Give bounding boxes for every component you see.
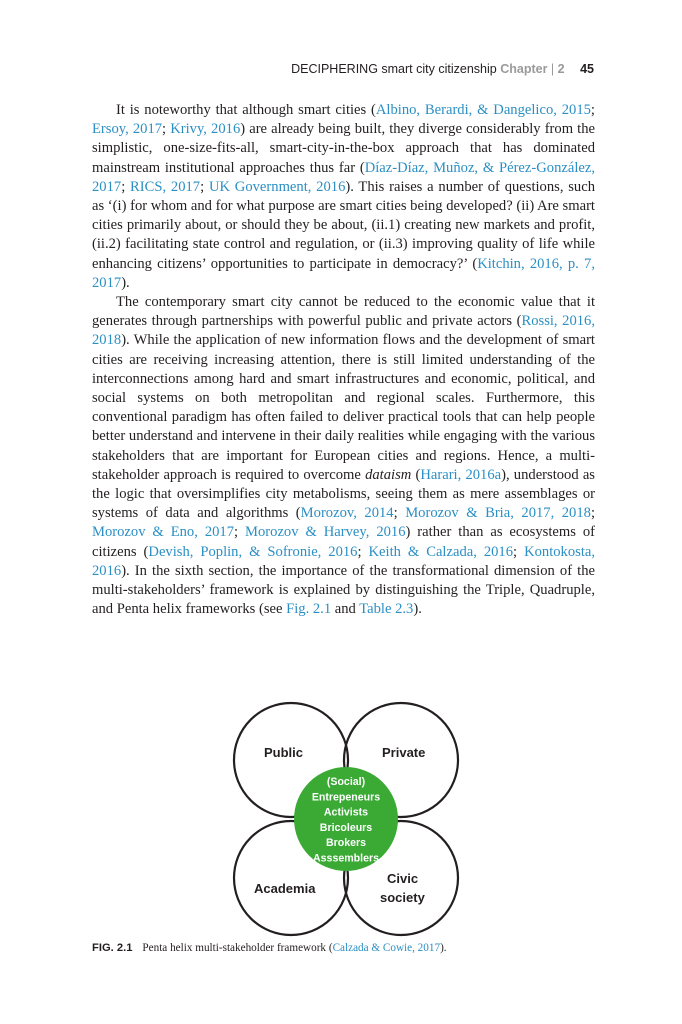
- center-line: (Social): [326, 776, 366, 788]
- citation-link[interactable]: UK Government, 2016: [208, 178, 346, 195]
- center-line: Activists: [323, 806, 369, 819]
- caption-citation-link[interactable]: Calzada & Cowie, 2017: [332, 942, 441, 954]
- label-civic: Civic: [387, 871, 419, 886]
- citation-link[interactable]: Fig. 2.1: [286, 601, 332, 618]
- page-number: 45: [580, 62, 594, 76]
- citation-link[interactable]: Morozov & Harvey, 2016: [245, 524, 406, 541]
- citation-link[interactable]: Morozov, 2014: [300, 505, 394, 522]
- citation-link[interactable]: Díaz-Díaz, Muñoz, & Pérez-González, 2017: [92, 159, 595, 195]
- paragraph-2: The contemporary smart city cannot be reduced to the economic value that it generates through partnerships with powerful public and private actors (Rossi, 2016, 2018). While the application of new information flows and the development of smart cities are receiving increasing attention, there is still limited understanding of the interconnections among hard and smart infrastructures and economic, political, and social systems on both metropolitan and regional scales. Furthermore, this conventional paradigm has often failed to deliver practical tools that can help people better understand and intervene in their daily realities while engaging with the various stakeholders that are important for European cities and regions. Hence, a multi-stakeholder approach is required to overcome dataism (Harari, 2016a), understood as the logic that oversimplifies city metabolisms, seeing them as mere assemblages or systems of data and algorithms (Morozov, 2014; Morozov & Bria, 2017, 2018; Morozov & Eno, 2017; Morozov & Harvey, 2016) rather than as ecosystems of citizens (Devish, Poplin, & Sofronie, 2016; Keith & Calzada, 2016; Kontokosta, 2016). In the sixth section, the importance of the transformational dimension of the multi-stakeholders’ framework is explained by distinguishing the Triple, Quadruple, and Penta helix frameworks (see Fig. 2.1 and Table 2.3).: [92, 294, 596, 618]
- caption-text: Penta helix multi-stakeholder framework (: [142, 942, 333, 954]
- emphasis-text: dataism: [365, 466, 412, 483]
- running-head: [291, 62, 594, 76]
- venn-diagram: [230, 700, 462, 940]
- citation-link[interactable]: Rossi, 2016, 2018: [92, 313, 595, 349]
- center-line: Entrepeneurs: [311, 791, 381, 804]
- citation-link[interactable]: Harari, 2016a: [420, 466, 502, 483]
- caption-end: ).: [440, 942, 447, 954]
- chapter-label: Chapter: [500, 62, 548, 76]
- center-line: Bricoleurs: [319, 821, 373, 834]
- figure-caption: [92, 942, 447, 954]
- citation-link[interactable]: RICS, 2017: [130, 178, 201, 195]
- caption-label: FIG. 2.1: [92, 942, 133, 954]
- body-text: [92, 101, 595, 619]
- citation-link[interactable]: Kontokosta, 2016: [92, 543, 596, 579]
- header-separator: |: [550, 62, 555, 76]
- citation-link[interactable]: Morozov & Bria, 2017, 2018: [405, 505, 591, 522]
- citation-link[interactable]: Krivy, 2016: [170, 121, 241, 138]
- paragraph-1: It is noteworthy that although smart cities (Albino, Berardi, & Dangelico, 2015; Ersoy, 2017; Krivy, 2016) are already being built, they diverge considerably from the simplistic, one-size-fits-all, smart-city-in-the-box approach that has dominated mainstream institutional approaches thus far (Díaz-Díaz, Muñoz, & Pérez-González, 2017; RICS, 2017; UK Government, 2016). This raises a number of questions, such as ‘(i) for whom and for what purpose are smart cities being developed? (ii) Are smart cities primarily about, or should they be about, (ii.1) creating new markets and profit, (ii.2) facilitating state control and regulation, or (ii.3) improving quality of life while enhancing citizens’ opportunities to participate in democracy?’ (Kitchin, 2016, p. 7, 2017).: [92, 102, 596, 291]
- citation-link[interactable]: Morozov & Eno, 2017: [92, 524, 235, 541]
- citation-link[interactable]: Devish, Poplin, & Sofronie, 2016: [148, 543, 358, 560]
- label-public: Public: [264, 745, 304, 760]
- citation-link[interactable]: Ersoy, 2017: [92, 121, 163, 138]
- penta-helix-figure: [230, 700, 462, 940]
- citation-link[interactable]: Keith & Calzada, 2016: [368, 543, 514, 560]
- citation-link[interactable]: Albino, Berardi, & Dangelico, 2015: [375, 102, 591, 118]
- label-private: Private: [382, 745, 426, 760]
- center-line: Brokers: [325, 837, 367, 850]
- citation-link[interactable]: Table 2.3: [359, 601, 414, 618]
- chapter-number: 2: [557, 62, 565, 76]
- running-head-title: DECIPHERING smart city citizenship: [291, 62, 497, 76]
- center-line: Asssemblers: [313, 852, 379, 865]
- citation-link[interactable]: Kitchin, 2016, p. 7, 2017: [92, 255, 595, 291]
- label-society: society: [380, 890, 425, 905]
- label-academia: Academia: [254, 881, 316, 896]
